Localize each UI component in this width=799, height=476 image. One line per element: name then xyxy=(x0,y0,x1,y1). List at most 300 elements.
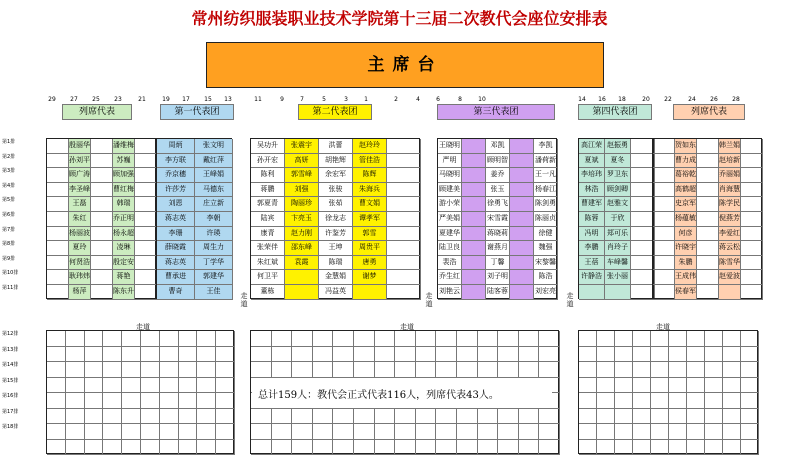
row-label: 第7排 xyxy=(2,226,16,233)
empty-seat xyxy=(498,440,519,456)
empty-seat xyxy=(579,347,597,363)
row-label: 第13排 xyxy=(2,346,19,353)
empty-seat xyxy=(197,362,216,378)
seat-cell xyxy=(135,212,157,227)
seat-number: 28 xyxy=(732,96,740,103)
empty-seat xyxy=(354,440,375,456)
seat-cell: 王峰娟 xyxy=(195,168,233,183)
seat-number: 2 xyxy=(394,96,398,103)
empty-seat xyxy=(333,424,354,440)
empty-seat xyxy=(272,362,293,378)
seat-grid-right_attendees xyxy=(652,138,762,299)
empty-seat xyxy=(354,424,375,440)
empty-seat xyxy=(478,362,499,378)
empty-seat xyxy=(705,378,723,394)
seat-cell xyxy=(462,227,486,242)
seat-cell: 丁馨 xyxy=(486,256,510,271)
seat-cell: 苏巍 xyxy=(113,154,135,169)
empty-seat xyxy=(705,362,723,378)
empty-seat xyxy=(597,440,615,456)
seat-cell xyxy=(510,241,534,256)
empty-seat xyxy=(651,440,669,456)
seat-number: 29 xyxy=(48,96,56,103)
empty-seat xyxy=(122,362,141,378)
seat-cell xyxy=(697,212,719,227)
seat-cell xyxy=(510,139,534,154)
empty-seat xyxy=(615,424,633,440)
seat-cell xyxy=(91,285,113,300)
group-header-group2: 第二代表团 xyxy=(298,104,372,120)
empty-seat xyxy=(103,362,122,378)
seat-cell xyxy=(653,285,675,300)
seat-cell: 陈利 xyxy=(251,168,285,183)
seat-cell xyxy=(135,168,157,183)
seat-cell xyxy=(697,241,719,256)
empty-seat xyxy=(313,424,334,440)
seat-cell: 许瑛 xyxy=(195,227,233,242)
seat-cell: 张茹 xyxy=(319,197,353,212)
seat-grid-group1 xyxy=(156,138,232,299)
empty-seat xyxy=(539,347,560,363)
row-label: 第17排 xyxy=(2,408,19,415)
seat-cell: 谢梦 xyxy=(353,270,387,285)
empty-seat xyxy=(741,393,759,409)
seat-cell: 孙刘平 xyxy=(69,154,91,169)
seat-cell xyxy=(91,212,113,227)
seat-cell: 何卫平 xyxy=(251,270,285,285)
seat-cell xyxy=(47,139,69,154)
empty-seat xyxy=(375,362,396,378)
empty-seat xyxy=(416,424,437,440)
seat-cell: 邵东峰 xyxy=(285,241,319,256)
row-label: 第4排 xyxy=(2,182,16,189)
seat-number: 5 xyxy=(322,96,326,103)
seat-cell xyxy=(510,154,534,169)
seat-cell: 马晓明 xyxy=(438,168,462,183)
seat-cell: 蒋鹏 xyxy=(251,183,285,198)
seat-cell: 王蓓 xyxy=(579,256,605,271)
empty-seat xyxy=(103,347,122,363)
seat-number: 14 xyxy=(578,96,586,103)
empty-seat xyxy=(47,393,66,409)
seat-cell: 洪蕾 xyxy=(319,139,353,154)
seat-cell xyxy=(135,270,157,285)
empty-seat xyxy=(741,424,759,440)
empty-seat xyxy=(579,393,597,409)
seat-cell xyxy=(510,212,534,227)
empty-seat xyxy=(251,331,272,347)
empty-seat xyxy=(395,331,416,347)
empty-seat xyxy=(436,347,457,363)
seat-cell xyxy=(510,227,534,242)
empty-seat xyxy=(47,362,66,378)
seat-cell: 蒋志英 xyxy=(157,256,195,271)
empty-seat xyxy=(313,347,334,363)
seat-cell xyxy=(462,212,486,227)
seat-cell: 谢燕月 xyxy=(486,241,510,256)
empty-seat xyxy=(333,362,354,378)
empty-seat xyxy=(651,347,669,363)
empty-seat xyxy=(395,347,416,363)
seat-cell xyxy=(91,227,113,242)
seat-cell: 夏玲 xyxy=(69,241,91,256)
seat-cell xyxy=(91,168,113,183)
seat-cell: 何彦 xyxy=(675,227,697,242)
page-title: 常州纺织服装职业技术学院第十三届二次教代会座位安排表 xyxy=(191,9,608,28)
seat-cell xyxy=(510,197,534,212)
seat-number: 22 xyxy=(664,96,672,103)
empty-seat xyxy=(615,347,633,363)
empty-seat xyxy=(519,347,540,363)
seat-cell xyxy=(741,256,763,271)
seat-cell: 顾加强 xyxy=(113,168,135,183)
empty-seat xyxy=(705,393,723,409)
seat-cell: 陈浩 xyxy=(534,270,558,285)
empty-seat xyxy=(741,331,759,347)
empty-seat xyxy=(651,393,669,409)
seat-cell: 张荣伴 xyxy=(251,241,285,256)
empty-seat xyxy=(579,362,597,378)
empty-seat xyxy=(457,409,478,425)
empty-seat xyxy=(47,424,66,440)
seat-cell: 车峰馨 xyxy=(605,256,631,271)
empty-seat xyxy=(216,378,235,394)
empty-seat xyxy=(687,424,705,440)
seat-cell: 王磊 xyxy=(69,197,91,212)
seat-cell xyxy=(135,197,157,212)
seat-cell: 蒋云松 xyxy=(719,241,741,256)
seat-cell: 杨萍 xyxy=(69,285,91,300)
seat-cell: 王晓明 xyxy=(438,139,462,154)
seat-cell xyxy=(135,227,157,242)
seat-cell: 顾明智 xyxy=(486,154,510,169)
seat-cell: 谭孝军 xyxy=(353,212,387,227)
empty-seat xyxy=(579,331,597,347)
empty-seat xyxy=(179,393,198,409)
seat-cell: 杨永超 xyxy=(113,227,135,242)
empty-seat xyxy=(292,347,313,363)
seat-cell xyxy=(510,285,534,300)
seat-cell: 于欣 xyxy=(605,212,631,227)
empty-seat xyxy=(160,424,179,440)
row-label: 第6排 xyxy=(2,212,16,218)
empty-seat xyxy=(216,347,235,363)
empty-seat xyxy=(615,362,633,378)
empty-seat xyxy=(160,347,179,363)
empty-seat xyxy=(313,362,334,378)
row-label: 第14排 xyxy=(2,362,19,368)
empty-seat xyxy=(395,424,416,440)
seat-cell xyxy=(353,285,387,300)
seat-number: 26 xyxy=(710,96,718,103)
seat-cell xyxy=(387,256,421,271)
empty-seat xyxy=(292,440,313,456)
empty-seat xyxy=(741,378,759,394)
seat-cell: 王成伟 xyxy=(675,270,697,285)
empty-seat xyxy=(197,424,216,440)
seat-cell: 宋黎馨 xyxy=(534,256,558,271)
seat-cell xyxy=(653,154,675,169)
seat-cell: 陈学民 xyxy=(719,197,741,212)
empty-seat xyxy=(251,409,272,425)
seat-cell: 陈瑞 xyxy=(319,256,353,271)
seat-number: 19 xyxy=(162,96,170,103)
empty-seat xyxy=(615,409,633,425)
seat-cell: 朱红斌 xyxy=(251,256,285,271)
seat-cell xyxy=(741,285,763,300)
seat-cell xyxy=(47,270,69,285)
empty-seat xyxy=(354,409,375,425)
empty-seat xyxy=(519,362,540,378)
seat-cell: 李圣峰 xyxy=(69,183,91,198)
empty-seat xyxy=(179,440,198,456)
empty-seat xyxy=(66,440,85,456)
empty-seat xyxy=(354,347,375,363)
seat-cell: 马德东 xyxy=(195,183,233,198)
seat-cell: 陆卫良 xyxy=(438,241,462,256)
empty-seat xyxy=(160,409,179,425)
row-label: 第18排 xyxy=(2,424,19,430)
empty-seat xyxy=(197,347,216,363)
stage-block: 主席台 xyxy=(206,42,604,88)
empty-seat xyxy=(141,393,160,409)
empty-seat xyxy=(122,347,141,363)
seat-cell: 冯明 xyxy=(579,227,605,242)
seat-cell: 余宏军 xyxy=(319,168,353,183)
empty-seat xyxy=(579,440,597,456)
seat-cell: 赵爱波 xyxy=(719,270,741,285)
seat-cell: 韩兰娟 xyxy=(719,139,741,154)
seat-number: 24 xyxy=(688,96,696,103)
empty-seat xyxy=(141,347,160,363)
empty-seat xyxy=(375,347,396,363)
seat-cell xyxy=(697,256,719,271)
seat-number: 10 xyxy=(478,96,486,103)
empty-seat xyxy=(85,393,104,409)
empty-seat xyxy=(519,424,540,440)
seat-cell: 肖玲子 xyxy=(605,241,631,256)
seat-cell xyxy=(741,270,763,285)
seat-cell xyxy=(653,183,675,198)
seat-cell: 贺如东 xyxy=(675,139,697,154)
seat-cell: 陆宾 xyxy=(251,212,285,227)
empty-seat xyxy=(615,440,633,456)
seat-number: 20 xyxy=(642,96,650,103)
seat-cell: 朱红 xyxy=(69,212,91,227)
aisle-label: 走道 xyxy=(136,323,150,331)
seat-cell xyxy=(47,168,69,183)
seat-cell: 吴功升 xyxy=(251,139,285,154)
seat-cell: 卞亮玉 xyxy=(285,212,319,227)
seat-cell xyxy=(462,154,486,169)
empty-seat xyxy=(669,409,687,425)
seat-cell: 李鹏 xyxy=(579,241,605,256)
empty-seat xyxy=(498,409,519,425)
empty-seat xyxy=(651,409,669,425)
seat-cell xyxy=(510,183,534,198)
empty-seat xyxy=(103,393,122,409)
empty-seat xyxy=(395,362,416,378)
seat-cell: 李培玮 xyxy=(579,168,605,183)
empty-seat xyxy=(539,362,560,378)
empty-seat xyxy=(47,440,66,456)
empty-seat xyxy=(723,393,741,409)
empty-seat xyxy=(216,331,235,347)
empty-seat xyxy=(633,378,651,394)
empty-seat xyxy=(651,424,669,440)
seat-cell: 郭建华 xyxy=(195,270,233,285)
empty-seat xyxy=(669,347,687,363)
empty-seat xyxy=(669,424,687,440)
seat-number: 4 xyxy=(416,96,420,103)
seat-cell: 魏强 xyxy=(534,241,558,256)
seat-number: 15 xyxy=(204,96,212,103)
empty-seat xyxy=(179,378,198,394)
empty-seat xyxy=(141,424,160,440)
empty-seat xyxy=(597,347,615,363)
seat-cell xyxy=(462,139,486,154)
empty-seat xyxy=(651,378,669,394)
seat-cell xyxy=(741,183,763,198)
empty-seat xyxy=(498,424,519,440)
empty-seat xyxy=(47,409,66,425)
empty-seat xyxy=(103,331,122,347)
seat-cell xyxy=(91,154,113,169)
row-label: 第1排 xyxy=(2,139,16,145)
seat-cell xyxy=(697,285,719,300)
empty-seat xyxy=(85,409,104,425)
empty-seat xyxy=(313,331,334,347)
empty-seat xyxy=(741,409,759,425)
empty-seat xyxy=(741,347,759,363)
group-header-group1: 第一代表团 xyxy=(160,104,234,120)
empty-seat xyxy=(47,378,66,394)
seat-cell: 游小荣 xyxy=(438,197,462,212)
seat-number: 9 xyxy=(280,96,284,103)
seat-cell xyxy=(285,285,319,300)
empty-seat xyxy=(179,347,198,363)
seat-cell xyxy=(697,139,719,154)
seat-cell: 曹承进 xyxy=(157,270,195,285)
group-header-group3: 第三代表团 xyxy=(437,104,555,120)
seat-cell xyxy=(697,197,719,212)
seat-cell: 郭雪峰 xyxy=(285,168,319,183)
empty-seat xyxy=(416,331,437,347)
empty-seat xyxy=(292,424,313,440)
empty-seat xyxy=(416,440,437,456)
seat-cell: 曹建军 xyxy=(579,197,605,212)
seat-cell: 唐勇 xyxy=(353,256,387,271)
seat-grid-group3 xyxy=(437,138,557,299)
seat-cell xyxy=(741,197,763,212)
empty-seat xyxy=(579,378,597,394)
seat-cell xyxy=(653,270,675,285)
empty-seat xyxy=(705,347,723,363)
seat-cell: 乔京穗 xyxy=(157,168,195,183)
seat-cell xyxy=(91,241,113,256)
empty-seat xyxy=(292,331,313,347)
empty-seat xyxy=(160,393,179,409)
empty-seat xyxy=(416,347,437,363)
empty-seat xyxy=(705,331,723,347)
empty-seat xyxy=(539,424,560,440)
seat-cell: 蒋晓莉 xyxy=(486,227,510,242)
empty-seat xyxy=(478,409,499,425)
empty-seat xyxy=(216,424,235,440)
empty-seat xyxy=(651,362,669,378)
empty-seat xyxy=(539,409,560,425)
empty-seat xyxy=(85,347,104,363)
seat-cell: 管佳浩 xyxy=(353,154,387,169)
empty-seat xyxy=(687,409,705,425)
seat-cell xyxy=(462,168,486,183)
empty-seat xyxy=(179,362,198,378)
empty-seat xyxy=(292,409,313,425)
empty-seat xyxy=(651,331,669,347)
empty-seat xyxy=(597,362,615,378)
empty-seat xyxy=(160,331,179,347)
aisle-label: 走道 xyxy=(400,323,414,331)
seat-cell xyxy=(697,227,719,242)
seat-cell xyxy=(91,139,113,154)
seat-cell xyxy=(605,285,631,300)
empty-seat xyxy=(85,362,104,378)
seat-cell xyxy=(387,227,421,242)
seat-cell xyxy=(719,285,741,300)
seat-cell: 李珊 xyxy=(157,227,195,242)
seat-cell xyxy=(653,197,675,212)
lower-grid-right xyxy=(578,330,758,454)
empty-seat xyxy=(197,393,216,409)
empty-seat xyxy=(723,331,741,347)
empty-seat xyxy=(633,424,651,440)
seat-number: 13 xyxy=(224,96,232,103)
seat-cell: 蒋志英 xyxy=(157,212,195,227)
empty-seat xyxy=(633,362,651,378)
seat-cell xyxy=(697,154,719,169)
empty-seat xyxy=(251,440,272,456)
empty-seat xyxy=(498,347,519,363)
seat-cell: 乔正明 xyxy=(113,212,135,227)
empty-seat xyxy=(66,409,85,425)
seat-cell xyxy=(91,256,113,271)
seat-cell: 罗卫东 xyxy=(605,168,631,183)
aisle-label-vertical: 走道 xyxy=(566,292,574,308)
row-label: 第15排 xyxy=(2,377,19,384)
seat-cell: 陶丽珍 xyxy=(285,197,319,212)
empty-seat xyxy=(375,440,396,456)
empty-seat xyxy=(436,424,457,440)
seat-cell: 史京军 xyxy=(675,197,697,212)
row-label: 第10排 xyxy=(2,270,19,277)
empty-seat xyxy=(272,347,293,363)
seat-cell: 顾剑卿 xyxy=(605,183,631,198)
empty-seat xyxy=(354,362,375,378)
seat-cell: 丁学华 xyxy=(195,256,233,271)
seat-cell xyxy=(462,183,486,198)
seat-cell xyxy=(510,270,534,285)
seat-cell xyxy=(741,227,763,242)
empty-seat xyxy=(103,424,122,440)
empty-seat xyxy=(416,409,437,425)
seat-cell xyxy=(697,183,719,198)
empty-seat xyxy=(519,331,540,347)
empty-seat xyxy=(498,362,519,378)
seat-cell: 戴红萍 xyxy=(195,154,233,169)
seat-cell xyxy=(91,183,113,198)
empty-seat xyxy=(216,440,235,456)
empty-seat xyxy=(122,409,141,425)
